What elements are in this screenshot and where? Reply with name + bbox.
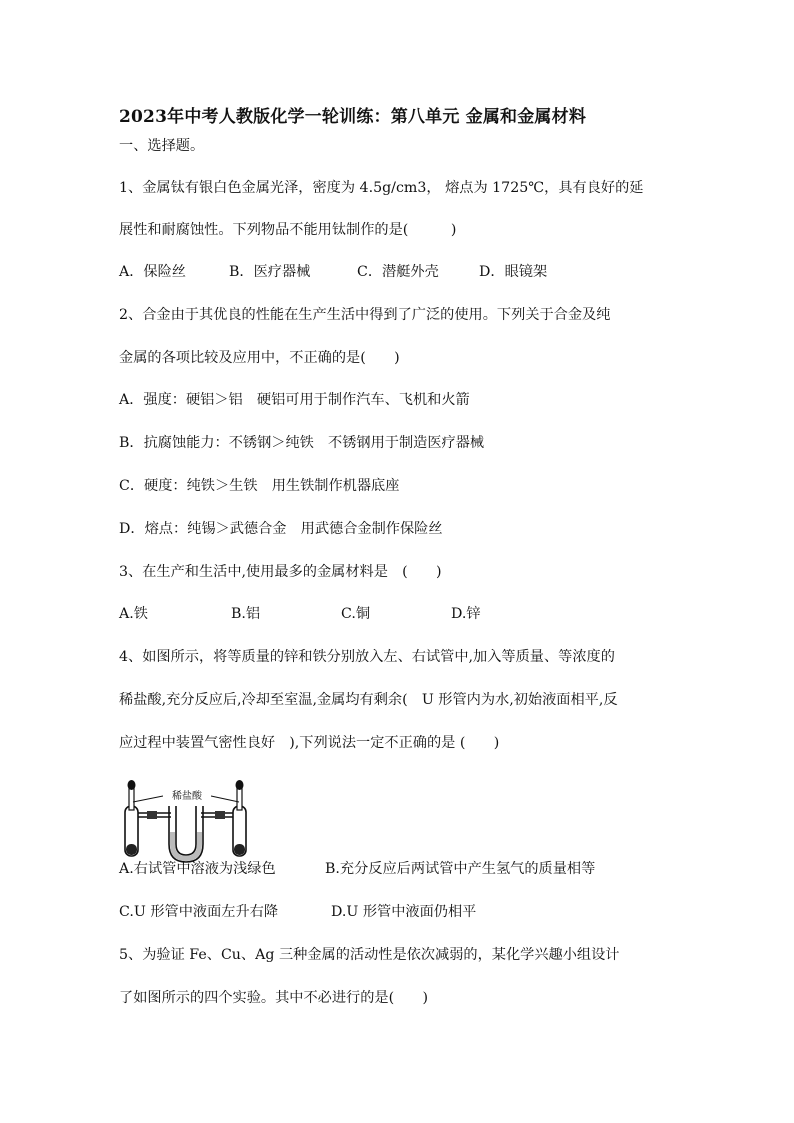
label-leader-left	[133, 796, 163, 802]
u-tube-water	[170, 832, 202, 861]
right-dropper	[237, 788, 242, 810]
q4-options-row-1	[119, 859, 595, 879]
q3-option-c: C.铜	[341, 606, 371, 622]
section-heading: 一、选择题。	[119, 138, 205, 154]
q5-line-1: 5、为验证 Fe、Cu、Ag 三种金属的活动性是依次减弱的，某化学兴趣小组设计	[119, 947, 620, 963]
q1-option-b: B．医疗器械	[229, 264, 311, 280]
q1-line-2: 展性和耐腐蚀性。下列物品不能用钛制作的是( )	[119, 222, 457, 238]
q4-line-2: 稀盐酸,充分反应后,冷却至室温,金属均有剩余( U 形管内为水,初始液面相平,反	[119, 692, 618, 708]
q2-option-c: C．硬度：纯铁＞生铁 用生铁制作机器底座	[119, 478, 400, 494]
left-rubber-joint	[147, 811, 157, 819]
q1-line-1: 1、金属钛有银白色金属光泽，密度为 4.5g/cm3， 熔点为 1725℃，具有良好的延	[119, 180, 644, 196]
q3-option-b: B.铝	[231, 606, 261, 622]
right-dropper-bulb	[236, 780, 244, 790]
u-tube-apparatus-figure	[119, 776, 259, 864]
q4-line-1: 4、如图所示，将等质量的锌和铁分别放入左、右试管中,加入等质量、等浓度的	[119, 649, 615, 665]
q1-options	[119, 262, 547, 282]
q2-line-1: 2、合金由于其优良的性能在生产生活中得到了广泛的使用。下列关于合金及纯	[119, 307, 611, 323]
q3-option-a: A.铁	[119, 606, 148, 622]
q4-option-c: C.U 形管中液面左升右降	[119, 904, 279, 920]
q4-option-a: A.右试管中溶液为浅绿色	[119, 861, 276, 877]
q4-options-row-2	[119, 902, 476, 922]
q2-option-d: D．熔点：纯锡＞武德合金 用武德合金制作保险丝	[119, 521, 443, 537]
q1-option-a: A．保险丝	[119, 264, 186, 280]
q3-line-1: 3、在生产和生活中,使用最多的金属材料是 ( )	[119, 564, 442, 580]
q1-option-d: D．眼镜架	[479, 264, 548, 280]
q5-line-2: 了如图所示的四个实验。其中不必进行的是( )	[119, 990, 429, 1006]
right-tube-metal	[234, 844, 245, 855]
left-tube-metal	[126, 844, 137, 855]
q4-option-b: B.充分反应后两试管中产生氢气的质量相等	[325, 861, 596, 877]
left-dropper-bulb	[128, 780, 136, 790]
q3-option-d: D.锌	[451, 606, 481, 622]
q4-line-3: 应过程中装置气密性良好 ),下列说法一定不正确的是 ( )	[119, 735, 500, 751]
q1-option-c: C．潜艇外壳	[357, 264, 439, 280]
figure-label-dilute-hcl: 稀盐酸	[172, 791, 202, 802]
left-dropper	[129, 788, 134, 810]
q4-option-d: D.U 形管中液面仍相平	[331, 904, 477, 920]
u-tube-apparatus-drawing	[119, 776, 259, 864]
q2-option-a: A．强度：硬铝＞铝 硬铝可用于制作汽车、飞机和火箭	[119, 392, 470, 408]
document-title: 2023年中考人教版化学一轮训练：第八单元 金属和金属材料	[119, 107, 587, 127]
label-leader-right	[211, 796, 239, 802]
right-rubber-joint	[215, 811, 225, 819]
q2-option-b: B．抗腐蚀能力：不锈钢＞纯铁 不锈钢用于制造医疗器械	[119, 435, 485, 451]
u-tube-inner	[176, 806, 196, 855]
q3-options	[119, 604, 481, 624]
q2-line-2: 金属的各项比较及应用中，不正确的是( )	[119, 350, 400, 366]
